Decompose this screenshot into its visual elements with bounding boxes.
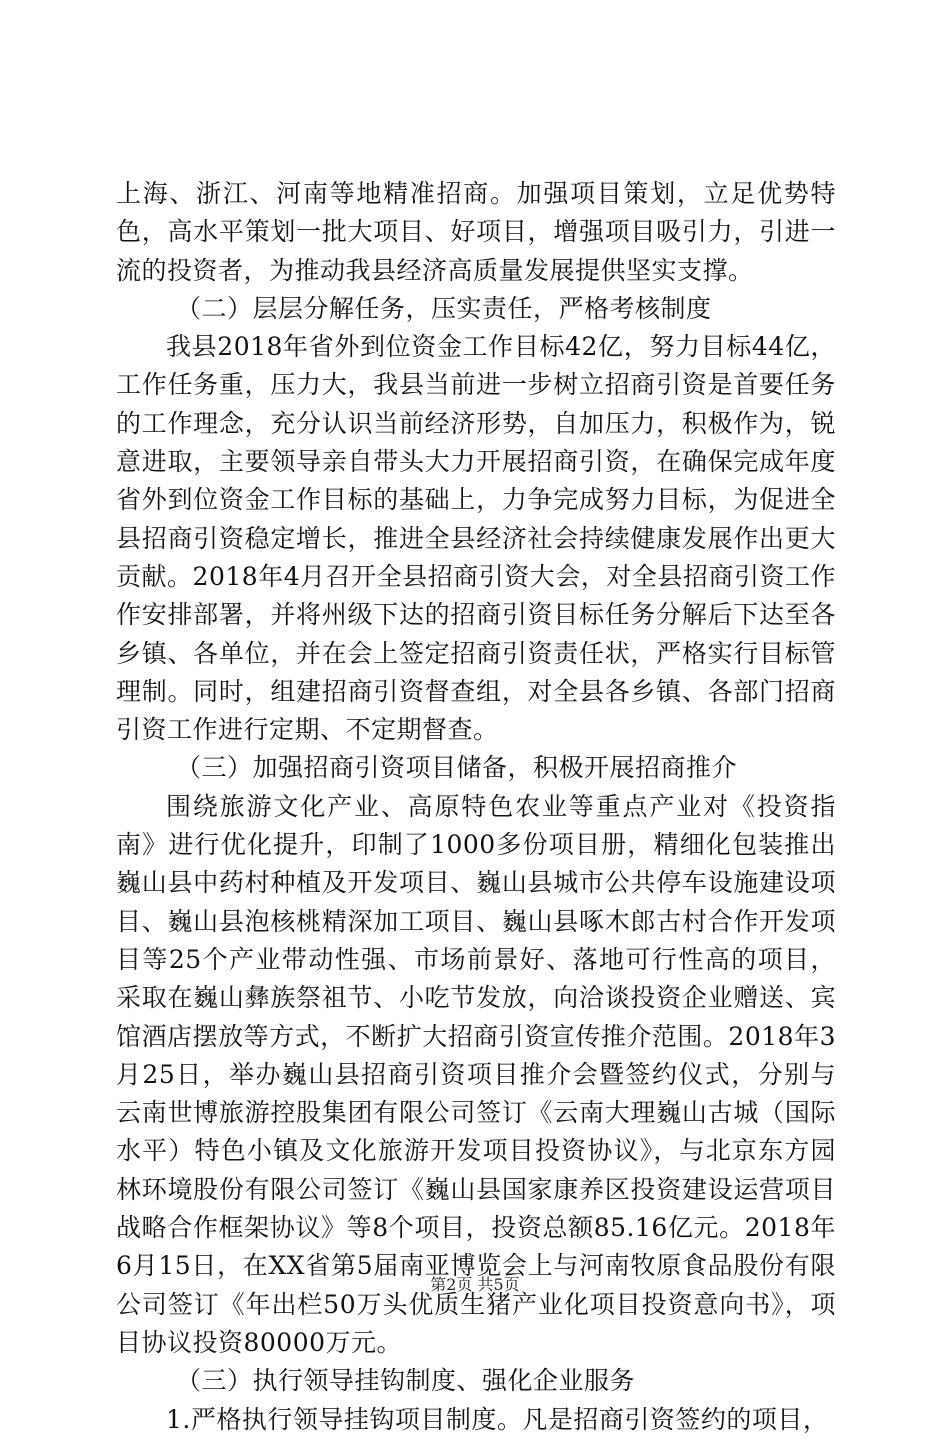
page-number-footer: 第2页 共5页 [430,1275,520,1294]
section-heading-2: （二）层层分解任务，压实责任，严格考核制度 [176,293,712,323]
paragraph-targets: 我县2018年省外到位资金工作目标42亿，努力目标44亿，工作任务重，压力大，我县当前进一步树立招商引资是首要任务的工作理念，充分认识当前经济形势，自加压力，积极作为，锐意进取，主要领导亲自带头大力开展招商引资，在确保完成年度省外到位资金工作目标的基础上，力争完成努力目标，为促进全县招商引资稳定增长，推进全县经济社会持续健康发展作出更大贡献。2018年4月召开全县招商引资大会，对全县招商引资工作作安排部署，并将州级下达的招商引资目标任务分解后下达至各乡镇、各单位，并在会上签定招商引资责任状，严格实行目标管理制。同时，组建招商引资督查组，对全县各乡镇、各部门招商引资工作进行定期、不定期督查。 [116,332,836,745]
paragraph-leader-system: 1.严格执行领导挂钩项目制度。凡是招商引资签约的项目， [166,1404,829,1434]
paragraph-projects: 围绕旅游文化产业、高原特色农业等重点产业对《投资指南》进行优化提升，印制了1000多份项目册，精细化包装推出巍山县中药村种植及开发项目、巍山县城市公共停车设施建设项目、巍山县泡核桃精深加工项目、巍山县啄木郎古村合作开发项目等25个产业带动性强、市场前景好、落地可行性高的项目，采取在巍山彝族祭祖节、小吃节发放，向洽谈投资企业赠送、宾馆酒店摆放等方式，不断扩大招商引资宣传推介范围。2018年3月25日，举办巍山县招商引资项目推介会暨签约仪式，分别与云南世博旅游控股集团有限公司签订《云南大理巍山古城（国际水平）特色小镇及文化旅游开发项目投资协议》，与北京东方园林环境股份有限公司签订《巍山县国家康养区投资建设运营项目战略合作框架协议》等8个项目，投资总额85.16亿元。2018年6月15日，在XX省第5届南亚博览会上与河南牧原食品股份有限公司签订《年出栏50万头优质生猪产业化项目投资意向书》，项目协议投资80000万元。 [116,791,836,1357]
paragraph-intro: 上海、浙江、河南等地精准招商。加强项目策划，立足优势特色，高水平策划一批大项目、好项目，增强项目吸引力，引进一流的投资者，为推动我县经济高质量发展提供坚实支撑。 [116,179,836,285]
document-body [116,175,836,1439]
section-heading-3a: （三）加强招商引资项目储备，积极开展招商推介 [176,753,738,783]
section-heading-3b: （三）执行领导挂钩制度、强化企业服务 [176,1366,636,1396]
